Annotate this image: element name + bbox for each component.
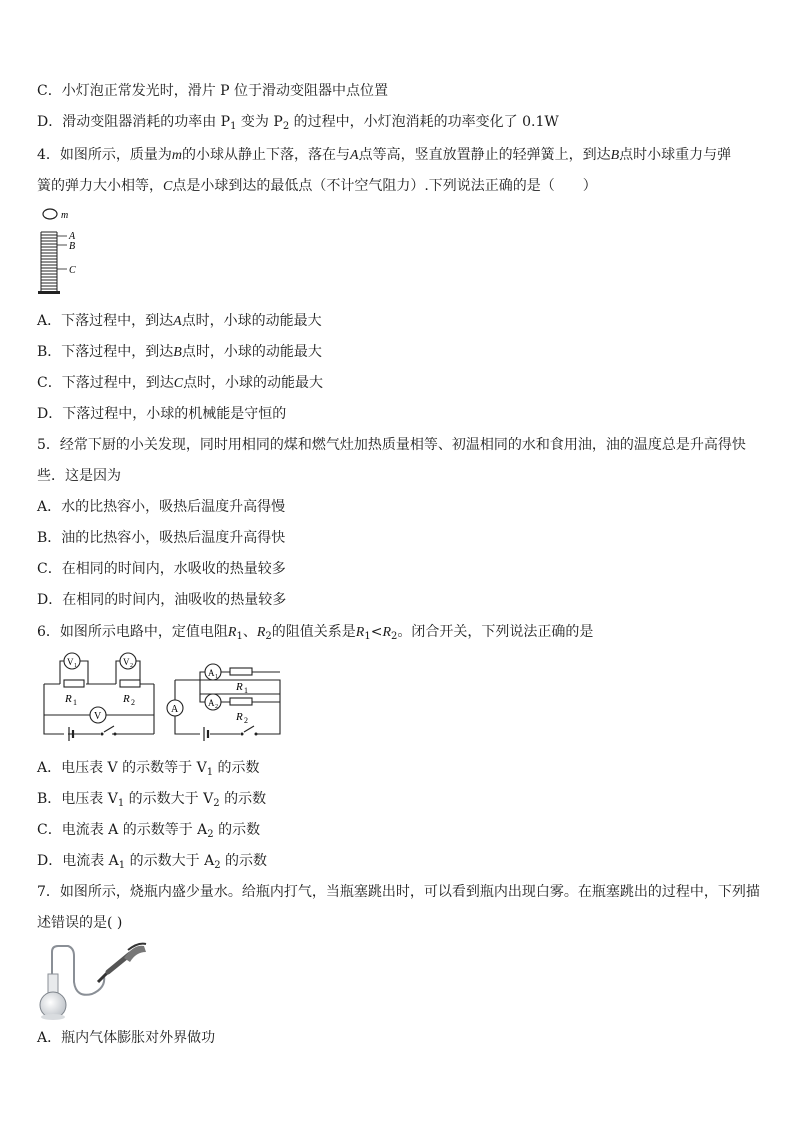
v-letter: V [94, 711, 102, 722]
label-r1-right-sub: 1 [244, 686, 248, 695]
label-r1-sub: 1 [73, 698, 77, 707]
label-r2: R [123, 693, 130, 705]
spring-ball-figure [36, 205, 96, 300]
q4-option-c: C．下落过程中，到达C点时，小球的动能最大 [37, 375, 324, 391]
ball-mass-label: m [61, 210, 69, 221]
a-letter: A [171, 704, 179, 715]
point-c-label: C [69, 265, 76, 276]
v1-letter: V [67, 657, 74, 667]
v1-sub: 1 [74, 663, 77, 669]
air-tube [52, 946, 110, 995]
flask-pump-figure [38, 938, 148, 1020]
v2-sub: 2 [130, 663, 133, 669]
resistor-r2-right [230, 698, 252, 705]
a1-letter: A [208, 668, 215, 678]
a1-sub: 1 [215, 674, 218, 680]
spring-base [38, 291, 60, 294]
label-r1: R [65, 693, 72, 705]
question-7-stem-line1: 7．如图所示，烧瓶内盛少量水。给瓶内打气，当瓶塞跳出时，可以看到瓶内出现白雾。在瓶塞跳出的过程中，下列描 [37, 884, 760, 900]
point-a-label: A [69, 231, 76, 242]
a2-sub: 2 [215, 704, 218, 710]
option-c-prev: C．小灯泡正常发光时，滑片 P 位于滑动变阻器中点位置 [37, 83, 389, 99]
q5-option-c: C．在相同的时间内，水吸收的热量较多 [37, 561, 286, 577]
point-b-label: B [69, 241, 76, 252]
question-5-stem-line1: 5．经常下厨的小关发现，同时用相同的煤和燃气灶加热质量相等、初温相同的水和食用油，油的温度总是升高得快 [37, 437, 746, 453]
resistor-r1-right [230, 668, 252, 675]
q6-option-d: D．电流表 $A_1$ 的示数大于 $A_2$ 的示数 [37, 853, 268, 871]
q5-option-a: A．水的比热容小，吸热后温度升高得慢 [37, 499, 286, 515]
a2-letter: A [208, 698, 215, 708]
question-6-stem: 6．如图所示电路中，定值电阻$R_1$、$R_2$的阻值关系是$R_1<R_2$。闭合开关，下列说法正确的是 [37, 624, 594, 642]
question-7-stem-line2: 述错误的是( ) [37, 915, 123, 931]
spring-icon [41, 232, 57, 292]
q6-option-a: A．电压表 V 的示数等于 $V_1$ 的示数 [37, 760, 260, 778]
q6-option-c: C．电流表 A 的示数等于 $A_2$ 的示数 [37, 822, 261, 840]
label-r1-right: R [236, 681, 243, 693]
resistor-r1 [64, 680, 84, 687]
v2-letter: V [123, 657, 130, 667]
q4-option-a: A．下落过程中，到达A点时，小球的动能最大 [37, 313, 322, 329]
q4-option-b: B．下落过程中，到达B点时，小球的动能最大 [37, 344, 322, 360]
label-r2-right: R [236, 711, 243, 723]
hand-pump-icon [98, 944, 146, 982]
q5-option-d: D．在相同的时间内，油吸收的热量较多 [37, 592, 287, 608]
label-r2-sub: 2 [131, 698, 135, 707]
ball-icon [43, 209, 57, 219]
q4-option-d: D．下落过程中，小球的机械能是守恒的 [37, 406, 287, 422]
circuit-figure [40, 650, 285, 748]
option-d-prev: D．滑动变阻器消耗的功率由 $P_1$ 变为 $P_2$ 的过程中，小灯泡消耗的功率变化了 0.1W [37, 114, 559, 132]
q5-option-b: B．油的比热容小，吸热后温度升高得快 [37, 530, 286, 546]
label-r2-right-sub: 2 [244, 716, 248, 725]
q6-option-b: B．电压表 $V_1$ 的示数大于 $V_2$ 的示数 [37, 791, 267, 809]
q7-option-a: A．瓶内气体膨胀对外界做功 [37, 1030, 216, 1046]
question-4-stem-line1: 4．如图所示，质量为m的小球从静止下落，落在与A点等高，竖直放置静止的轻弹簧上，到达B点时小球重力与弹 [37, 147, 732, 163]
question-5-stem-line2: 些．这是因为 [37, 468, 121, 484]
question-4-stem-line2: 簧的弹力大小相等，C点是小球到达的最低点（不计空气阻力）.下列说法正确的是（ ） [37, 178, 597, 194]
resistor-r2 [120, 680, 140, 687]
